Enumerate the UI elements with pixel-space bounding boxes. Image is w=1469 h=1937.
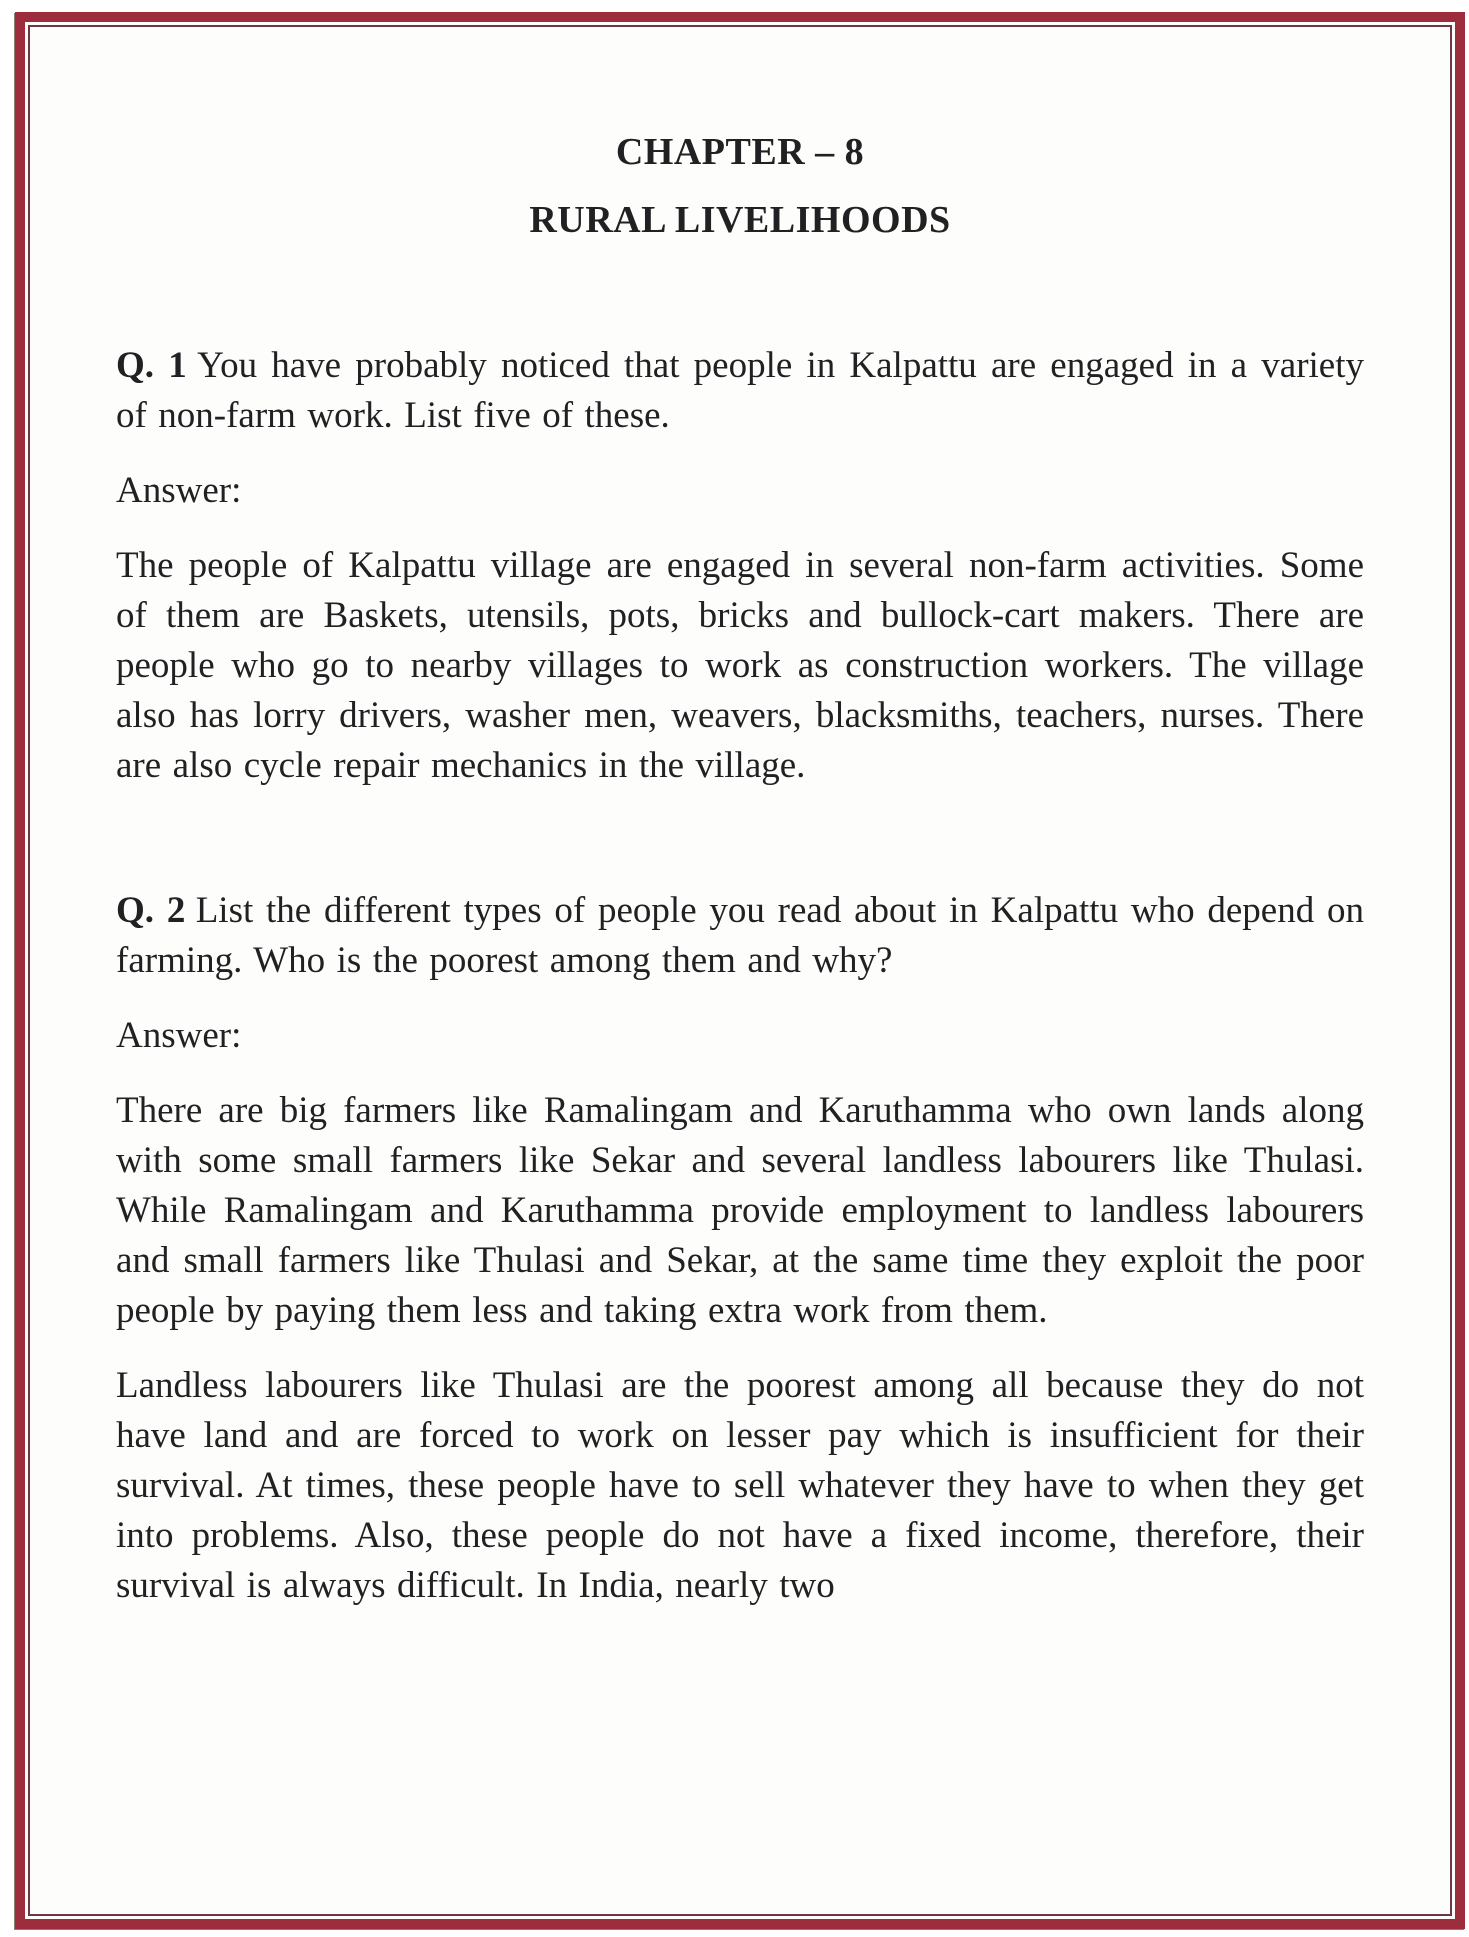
answer-2-paragraph-1: There are big farmers like Ramalingam and Karuthamma who own lands along with some small farmers like Sekar and several landless labourers like Thulasi. While Ramalingam and Karuthamma provide employment to landless labourers and small farmers like Thulasi and Sekar, at the same time they exploit the poor people by paying them less and taking extra work from them. [116,1090,1364,1331]
qa-block-1 [116,341,1364,791]
page-border-inner [28,25,1452,1916]
question-1 [116,341,1364,441]
question-2-text: List the different types of people you read about in Kalpattu who depend on farming. Who is the poorest among them and why? [116,890,1364,981]
page-border-outer [15,12,1465,1929]
page-content [30,27,1450,1914]
question-1-text: You have probably noticed that people in Kalpattu are engaged in a variety of non-farm work. List five of these. [116,345,1364,436]
chapter-title: CHAPTER – 8 [615,131,865,173]
answer-1-label: Answer: [116,470,242,511]
chapter-subtitle: RURAL LIVELIHOODS [529,199,951,241]
question-2-label: Q. 2 [116,890,186,931]
answer-1-paragraph-1: The people of Kalpattu village are engaged in several non-farm activities. Some of them are Baskets, utensils, pots, bricks and bullock-cart makers. There are people who go to nearby villages to work as construction workers. The village also has lorry drivers, washer men, weavers, blacksmiths, teachers, nurses. There are also cycle repair mechanics in the village. [116,545,1364,786]
answer-2-paragraph-2: Landless labourers like Thulasi are the poorest among all because they do not have land and are forced to work on lesser pay which is insufficient for their survival. At times, these people have to sell whatever they have to when they get into problems. Also, these people do not have a fixed income, therefore, their survival is always difficult. In India, nearly two [116,1365,1364,1606]
qa-block-2 [116,886,1364,1611]
question-1-label: Q. 1 [116,345,187,386]
answer-2-label: Answer: [116,1015,242,1056]
question-2 [116,886,1364,986]
